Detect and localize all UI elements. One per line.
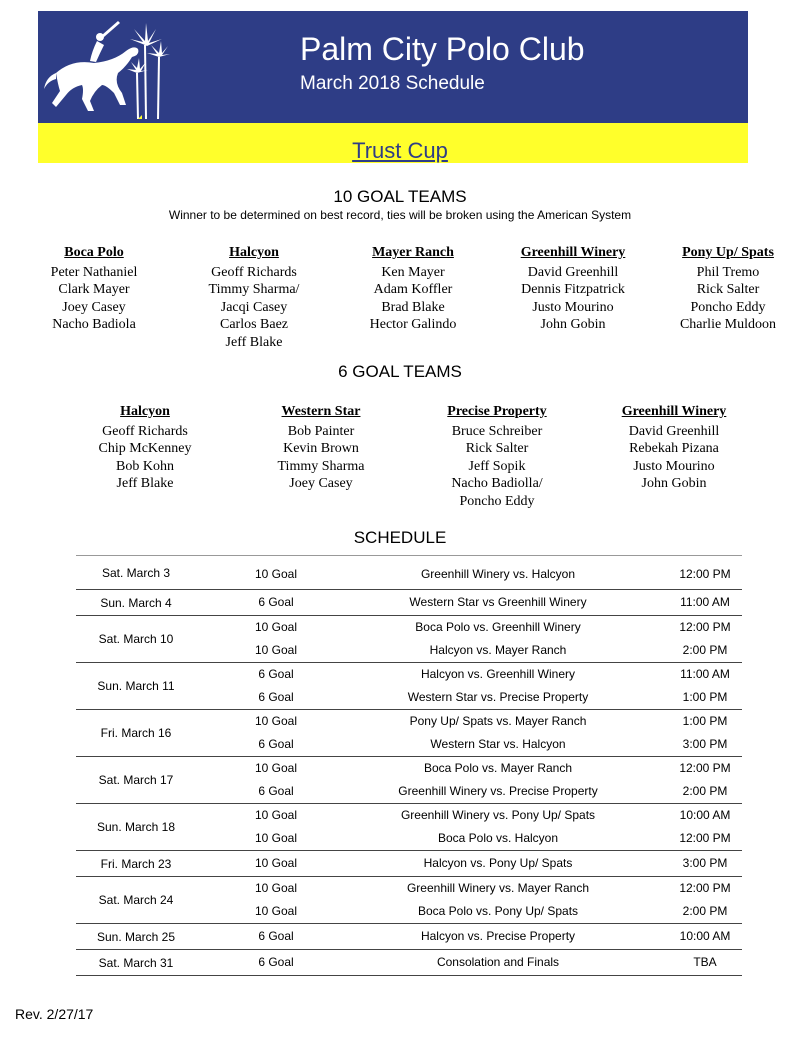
club-title: Palm City Polo Club xyxy=(300,31,585,67)
revision-note: Rev. 2/27/17 xyxy=(15,1006,94,1022)
schedule-row xyxy=(76,877,742,900)
player-name: Rick Salter xyxy=(465,441,529,456)
schedule-date: Sun. March 18 xyxy=(96,820,176,834)
player-name: Jeff Sopik xyxy=(468,458,526,474)
game-level: 10 Goal xyxy=(254,831,298,845)
schedule-row xyxy=(76,556,742,589)
game-matchup: Greenhill Winery vs. Halcyon xyxy=(420,567,576,581)
schedule-day-group xyxy=(76,877,742,924)
schedule-date: Sat. March 31 xyxy=(98,955,174,970)
game-matchup: Western Star vs. Precise Property xyxy=(407,690,589,704)
player-name: Bruce Schreiber xyxy=(451,423,543,439)
player-name: Adam Koffler xyxy=(373,282,453,297)
player-name: Clark Mayer xyxy=(58,282,130,297)
team-name: Pony Up/ Spats xyxy=(682,245,774,260)
schedule-row xyxy=(76,900,742,923)
game-time: 10:00 AM xyxy=(679,929,731,943)
schedule-row xyxy=(76,663,742,686)
player-name: Timmy Sharma xyxy=(277,458,365,474)
player-name: Ken Mayer xyxy=(381,264,445,280)
game-level: 10 Goal xyxy=(254,620,298,634)
game-level: 6 Goal xyxy=(258,595,294,609)
schedule-row xyxy=(76,851,742,876)
player-name: John Gobin xyxy=(540,317,606,332)
player-name: Carlos Baez xyxy=(219,317,289,332)
schedule-day-group xyxy=(76,950,742,976)
game-level: 6 Goal xyxy=(258,667,294,681)
schedule-table xyxy=(76,555,742,976)
player-name: David Greenhill xyxy=(527,264,619,280)
schedule-row xyxy=(76,950,742,975)
schedule-row xyxy=(76,804,742,827)
team-name: Mayer Ranch xyxy=(372,245,454,260)
team-name: Greenhill Winery xyxy=(520,245,626,260)
player-name: Charlie Muldoon xyxy=(679,317,777,332)
schedule-row xyxy=(76,710,742,733)
player-name: Nacho Badiola xyxy=(52,317,136,332)
schedule-row xyxy=(76,780,742,803)
schedule-title: SCHEDULE xyxy=(353,528,447,547)
player-name: Phil Tremo xyxy=(696,264,760,280)
game-level: 6 Goal xyxy=(258,690,294,704)
game-matchup: Western Star vs Greenhill Winery xyxy=(409,595,587,609)
ten-goal-title: 10 GOAL TEAMS xyxy=(333,187,467,206)
player-name: Rick Salter xyxy=(696,282,760,297)
player-name: Poncho Eddy xyxy=(459,493,535,509)
player-name: Peter Nathaniel xyxy=(50,264,138,280)
team-column xyxy=(638,244,800,334)
player-name: David Greenhill xyxy=(628,423,720,439)
player-name: Chip McKenney xyxy=(98,441,192,456)
game-time: 3:00 PM xyxy=(682,737,728,751)
schedule-date: Sat. March 24 xyxy=(98,893,174,907)
game-time: 12:00 PM xyxy=(679,567,731,581)
game-time: 12:00 PM xyxy=(679,881,731,895)
schedule-row xyxy=(76,924,742,949)
player-name: Rebekah Pizana xyxy=(629,441,719,456)
game-matchup: Halcyon vs. Precise Property xyxy=(420,929,576,943)
team-column xyxy=(407,403,587,510)
schedule-date: Sat. March 17 xyxy=(98,773,174,787)
game-level: 6 Goal xyxy=(258,737,294,751)
team-column xyxy=(483,244,663,334)
schedule-date: Sun. March 25 xyxy=(96,929,176,944)
schedule-row xyxy=(76,827,742,850)
tournament-title: Trust Cup xyxy=(352,138,448,163)
player-name: Joey Casey xyxy=(289,476,353,491)
game-matchup: Western Star vs. Halcyon xyxy=(430,737,566,751)
game-level: 10 Goal xyxy=(254,567,298,581)
schedule-row xyxy=(76,616,742,639)
game-time: 12:00 PM xyxy=(679,761,731,775)
player-name: Jacqi Casey xyxy=(220,299,288,315)
game-time: 1:00 PM xyxy=(682,690,728,704)
game-level: 10 Goal xyxy=(254,761,298,775)
game-time: 11:00 AM xyxy=(680,667,730,681)
player-name: Nacho Badiolla/ xyxy=(451,476,543,491)
team-column xyxy=(55,403,235,493)
player-name: John Gobin xyxy=(641,476,707,491)
game-level: 10 Goal xyxy=(254,714,298,728)
game-time: 10:00 AM xyxy=(679,808,731,822)
team-column xyxy=(4,244,184,334)
game-matchup: Boca Polo vs. Halcyon xyxy=(437,831,559,845)
game-level: 6 Goal xyxy=(258,929,294,943)
schedule-date: Fri. March 16 xyxy=(100,726,172,740)
team-name: Western Star xyxy=(281,404,361,419)
schedule-date: Fri. March 23 xyxy=(100,856,172,871)
player-name: Bob Kohn xyxy=(116,458,174,474)
team-name: Precise Property xyxy=(447,404,547,419)
game-matchup: Halcyon vs. Mayer Ranch xyxy=(429,643,567,657)
schedule-date: Sat. March 10 xyxy=(98,632,174,646)
schedule-day-group xyxy=(76,663,742,710)
game-matchup: Boca Polo vs. Greenhill Winery xyxy=(415,620,581,634)
game-level: 6 Goal xyxy=(258,784,294,798)
player-name: Justo Mourino xyxy=(633,458,715,474)
game-level: 10 Goal xyxy=(254,856,298,870)
ten-goal-subtitle: Winner to be determined on best record, ties will be broken using the American System xyxy=(168,208,632,222)
game-matchup: Boca Polo vs. Pony Up/ Spats xyxy=(417,904,579,918)
schedule-row xyxy=(76,590,742,615)
team-name: Greenhill Winery xyxy=(621,404,727,419)
player-name: Justo Mourino xyxy=(532,299,614,315)
game-matchup: Halcyon vs. Greenhill Winery xyxy=(420,667,576,681)
player-name: Dennis Fitzpatrick xyxy=(521,282,625,297)
six-goal-title: 6 GOAL TEAMS xyxy=(338,362,462,381)
schedule-day-group xyxy=(76,710,742,757)
team-name: Halcyon xyxy=(120,404,170,419)
game-level: 10 Goal xyxy=(254,643,298,657)
game-time: 12:00 PM xyxy=(679,620,731,634)
schedule-day-group xyxy=(76,804,742,851)
player-name: Brad Blake xyxy=(381,299,445,315)
game-matchup: Greenhill Winery vs. Precise Property xyxy=(398,784,598,798)
player-name: Kevin Brown xyxy=(283,441,359,456)
game-matchup: Pony Up/ Spats vs. Mayer Ranch xyxy=(409,714,587,728)
team-name: Boca Polo xyxy=(64,245,124,260)
game-level: 10 Goal xyxy=(254,808,298,822)
schedule-date: Sun. March 4 xyxy=(100,595,172,610)
team-column xyxy=(323,244,503,334)
game-time: 3:00 PM xyxy=(682,856,728,870)
game-time: 2:00 PM xyxy=(682,784,728,798)
team-column xyxy=(584,403,764,493)
player-name: Jeff Blake xyxy=(225,334,283,350)
schedule-day-group xyxy=(76,924,742,950)
game-time: 1:00 PM xyxy=(682,714,728,728)
schedule-row xyxy=(76,639,742,662)
schedule-day-group xyxy=(76,590,742,616)
player-name: Geoff Richards xyxy=(102,423,188,439)
team-column xyxy=(164,244,344,351)
schedule-day-group xyxy=(76,616,742,663)
game-time: 2:00 PM xyxy=(682,904,728,918)
schedule-subtitle: March 2018 Schedule xyxy=(300,73,485,94)
player-name: Geoff Richards xyxy=(211,264,297,280)
schedule-date: Sun. March 11 xyxy=(97,679,175,693)
player-name: Poncho Eddy xyxy=(690,299,766,315)
game-level: 10 Goal xyxy=(254,904,298,918)
polo-player-logo-icon xyxy=(42,15,170,121)
team-column xyxy=(231,403,411,493)
game-matchup: Consolation and Finals xyxy=(436,955,560,969)
player-name: Joey Casey xyxy=(62,299,126,315)
team-name: Halcyon xyxy=(229,245,279,260)
game-time: TBA xyxy=(693,955,717,969)
game-matchup: Halcyon vs. Pony Up/ Spats xyxy=(423,856,573,870)
player-name: Hector Galindo xyxy=(369,317,457,332)
schedule-date: Sat. March 3 xyxy=(101,565,171,580)
game-matchup: Greenhill Winery vs. Mayer Ranch xyxy=(406,881,590,895)
schedule-row xyxy=(76,686,742,709)
game-matchup: Boca Polo vs. Mayer Ranch xyxy=(423,761,573,775)
schedule-row xyxy=(76,733,742,756)
header-banner xyxy=(38,11,748,123)
schedule-row xyxy=(76,757,742,780)
player-name: Timmy Sharma/ xyxy=(208,282,300,297)
player-name: Jeff Blake xyxy=(116,476,174,491)
schedule-day-group xyxy=(76,851,742,877)
player-name: Bob Painter xyxy=(287,423,355,439)
game-matchup: Greenhill Winery vs. Pony Up/ Spats xyxy=(400,808,596,822)
schedule-day-group xyxy=(76,556,742,590)
game-time: 11:00 AM xyxy=(680,595,730,609)
schedule-day-group xyxy=(76,757,742,804)
game-level: 6 Goal xyxy=(258,955,294,969)
game-time: 2:00 PM xyxy=(682,643,728,657)
game-time: 12:00 PM xyxy=(679,831,731,845)
game-level: 10 Goal xyxy=(254,881,298,895)
